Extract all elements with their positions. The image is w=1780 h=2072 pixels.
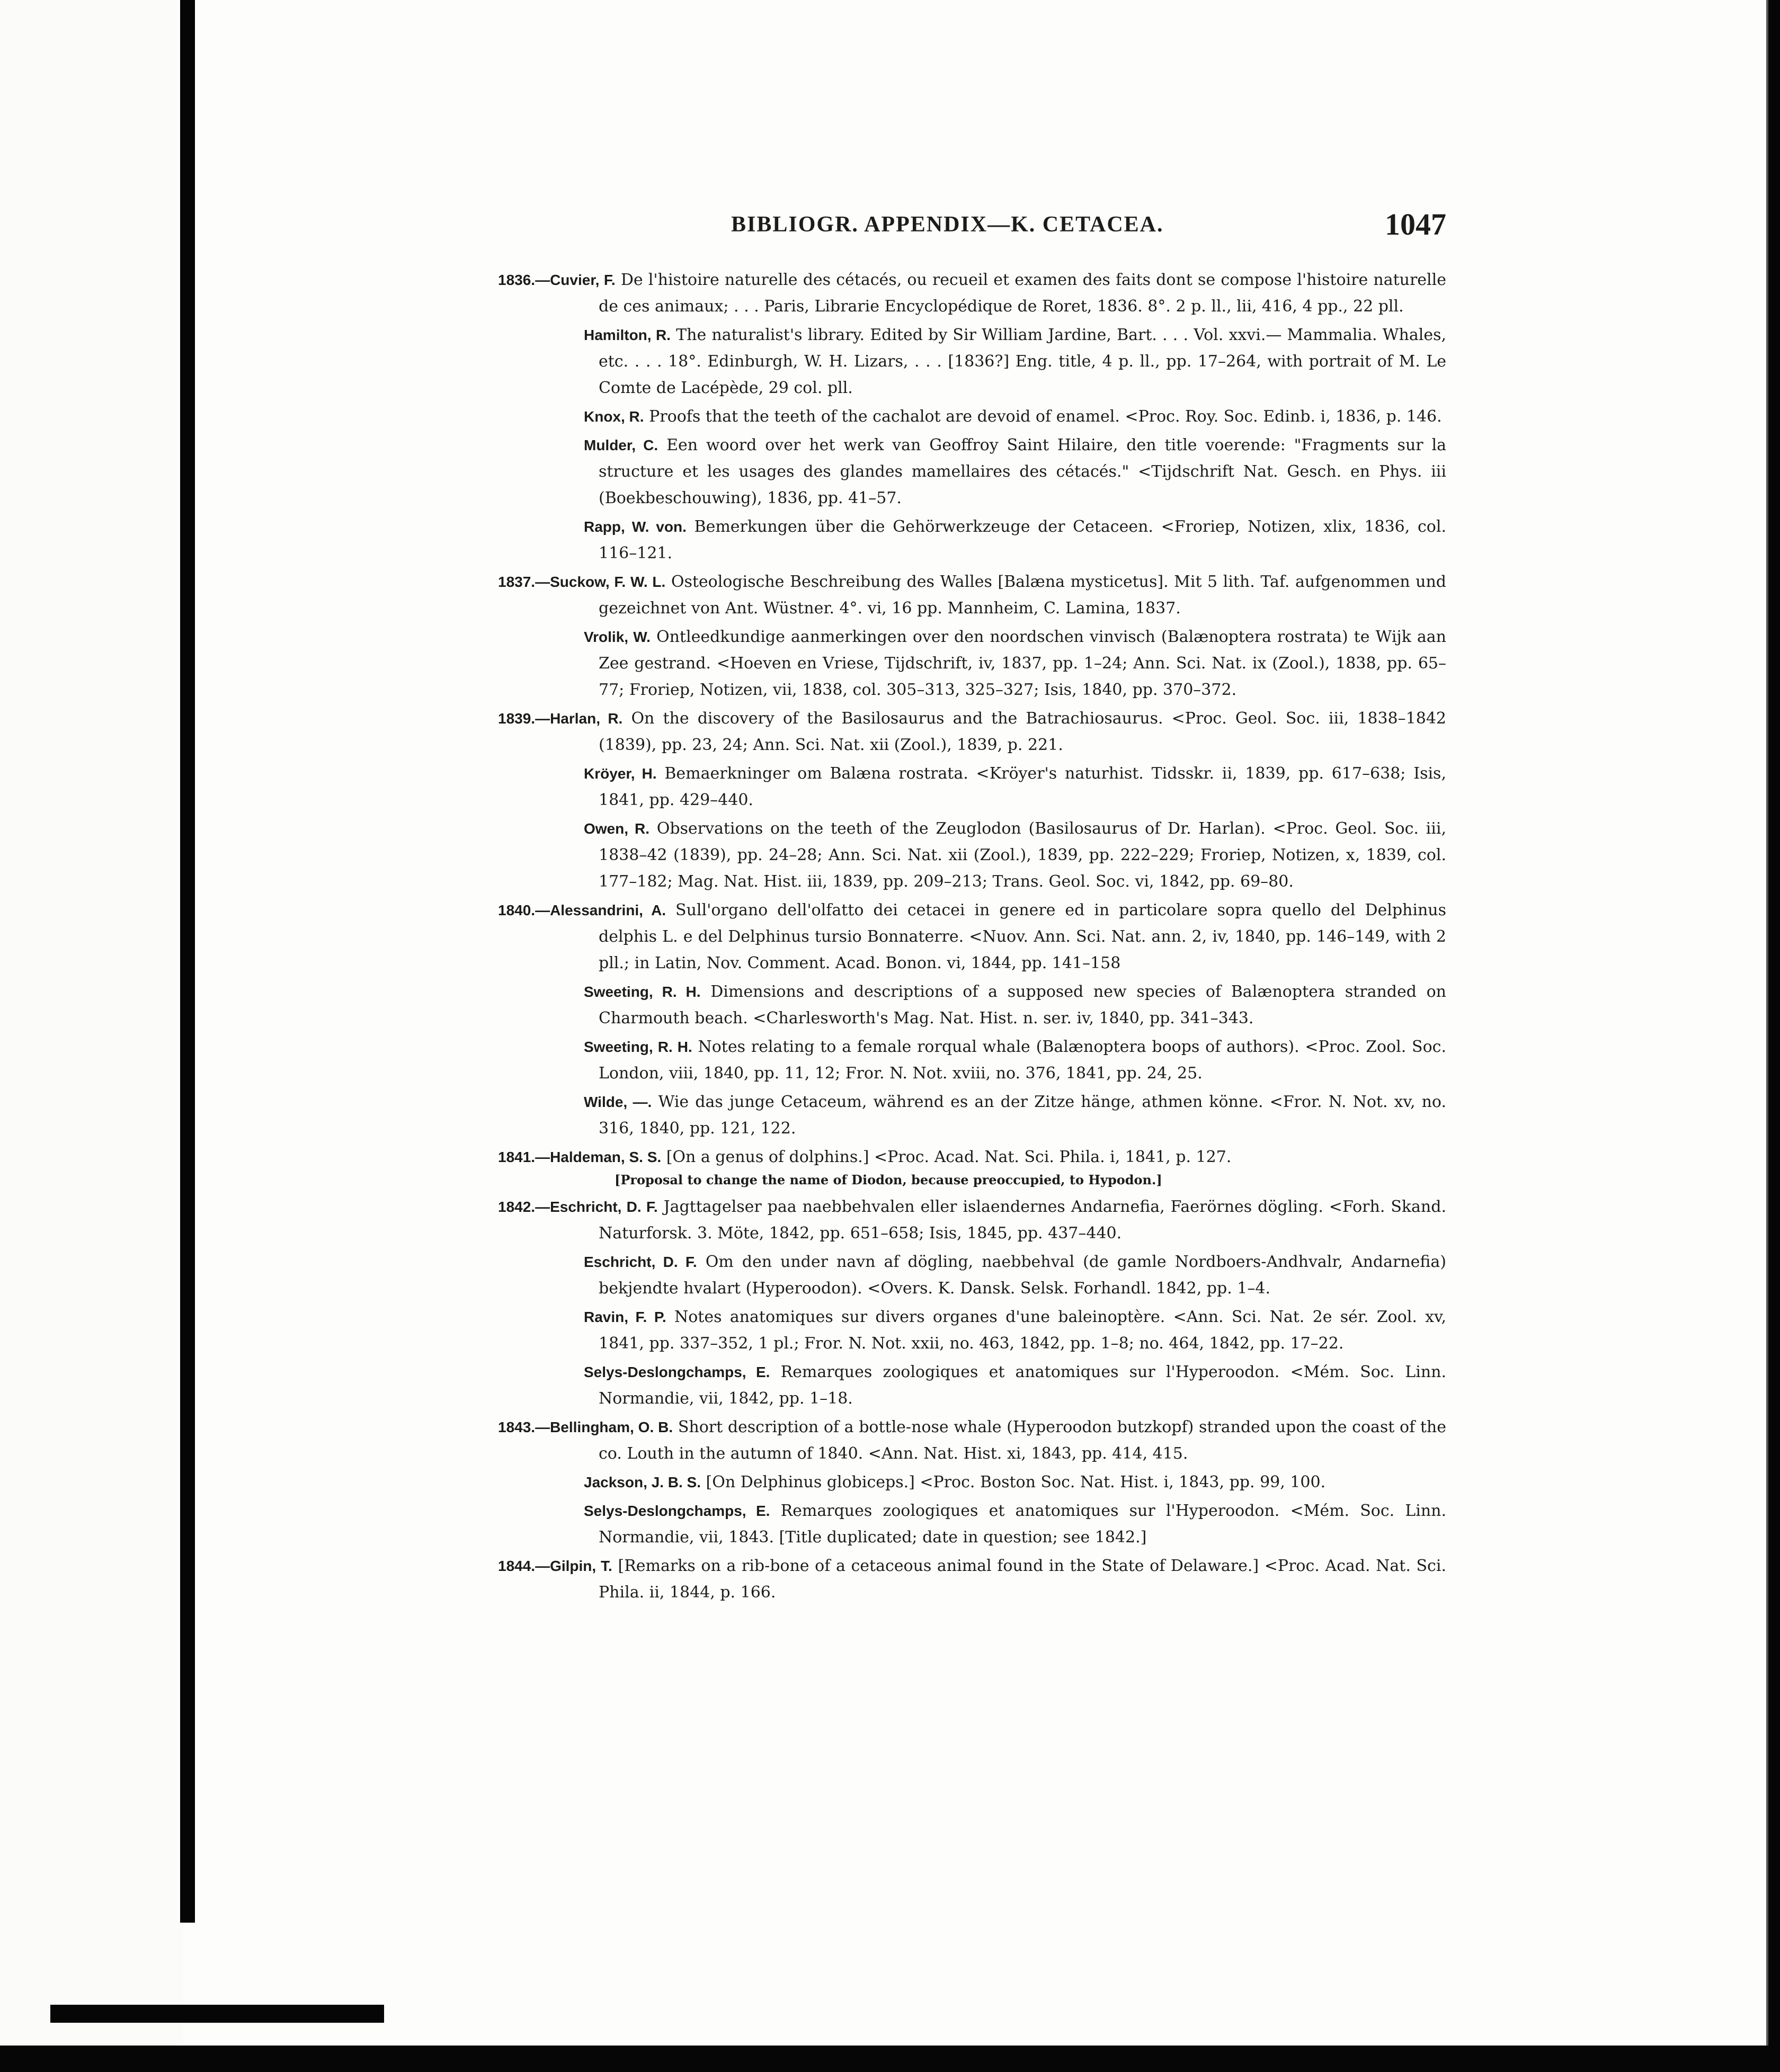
entry-author: Alessandrini, A. — [550, 902, 666, 918]
entry-author: Owen, R. — [584, 820, 649, 837]
bibliography-entry — [498, 432, 1446, 512]
entry-author: Eschricht, D. F. — [584, 1254, 697, 1270]
entry-author: Hamilton, R. — [584, 327, 671, 343]
scan-border-right-inner — [1766, 0, 1768, 2046]
entry-author: Selys-Deslongchamps, E. — [584, 1364, 770, 1380]
bibliography-entry — [498, 1498, 1446, 1551]
entry-author: Sweeting, R. H. — [584, 984, 701, 1000]
entry-year: 1836.— — [498, 272, 550, 288]
bibliography-entry — [498, 514, 1446, 567]
bibliography-entry — [498, 267, 1446, 320]
entry-text: [Remarks on a rib-bone of a cetaceous animal found in the State of Delaware.] <Proc. Acad. Nat. Sci. Phila. ii, 1844, p. 166. — [599, 1557, 1446, 1602]
bibliography-entry — [498, 1359, 1446, 1412]
bibliography-entry — [498, 1089, 1446, 1142]
entry-text: Sull'organo dell'olfatto dei cetacei in genere ed in particolare sopra quello del Delphinus delphis L. e del Delphinus tursio Bonnaterre. <Nuov. Ann. Sci. Nat. ann. 2, iv, 1840, pp. 146–149, with 2 pll.; in Latin, Nov. Comment. Acad. Bonon. vi, 1844, pp. 141–158 — [599, 901, 1446, 972]
bibliography-entry — [498, 1553, 1446, 1606]
bibliography-entry — [498, 1469, 1446, 1496]
entry-author: Rapp, W. von. — [584, 519, 687, 535]
entry-text: Bemerkungen über die Gehörwerkzeuge der Cetaceen. <Froriep, Notizen, xlix, 1836, col. 116–121. — [599, 517, 1446, 562]
entry-text: De l'histoire naturelle des cétacés, ou recueil et examen des faits dont se compose l'histoire naturelle de ces animaux; . . . Paris, Librarie Encyclopédique de Roret, 1836. 8°. 2 p. ll., lii, 416, 4 pp., 22 pll. — [599, 271, 1446, 316]
bibliography-entry — [498, 1194, 1446, 1247]
entry-text: Notes anatomiques sur divers organes d'une baleinoptère. <Ann. Sci. Nat. 2e sér. Zool. xv, 1841, pp. 337–352, 1 pl.; Fror. N. Not. xxii, no. 463, 1842, pp. 1–8; no. 464, 1842, pp. 17–22. — [599, 1308, 1446, 1353]
bibliography-entry — [498, 761, 1446, 814]
entry-text: Een woord over het werk van Geoffroy Saint Hilaire, den title voerende: "Fragments sur la structure et les usages des glandes mamellaires des cétacés." <Tijdschrift Nat. Gesch. en Phys. iii (Boekbeschouwing), 1836, pp. 41–57. — [599, 436, 1446, 507]
entry-text: Ontleedkundige aanmerkingen over den noordschen vinvisch (Balænoptera rostrata) te Wijk aan Zee gestrand. <Hoeven en Vriese, Tijdschrift, iv, 1837, pp. 1–24; Ann. Sci. Nat. ix (Zool.), 1838, pp. 65–77; Froriep, Notizen, vii, 1838, col. 305–313, 325–327; Isis, 1840, pp. 370–372. — [599, 628, 1446, 699]
entry-author: Kröyer, H. — [584, 765, 657, 782]
bibliography-entry — [498, 404, 1446, 430]
entry-year: 1841.— — [498, 1149, 550, 1165]
entry-text: Remarques zoologiques et anatomiques sur l'Hyperoodon. <Mém. Soc. Linn. Normandie, vii, 1842, pp. 1–18. — [599, 1363, 1446, 1408]
entry-author: Eschricht, D. F. — [550, 1199, 658, 1215]
entry-text: Wie das junge Cetaceum, während es an der Zitze hänge, athmen könne. <Fror. N. Not. xv, no. 316, 1840, pp. 121, 122. — [599, 1093, 1446, 1138]
bibliography-entry — [498, 1144, 1446, 1171]
entry-text: Dimensions and descriptions of a supposed new species of Balænoptera stranded on Charmouth beach. <Charlesworth's Mag. Nat. Hist. n. ser. iv, 1840, pp. 341–343. — [599, 983, 1447, 1028]
entry-author: Knox, R. — [584, 408, 644, 425]
scan-border-bottom — [0, 2046, 1780, 2072]
bibliography-entry — [498, 1304, 1446, 1357]
entry-text: Jagttagelser paa naebbehvalen eller islaendernes Andarnefia, Faerörnes dögling. <Forh. Skand. Naturforsk. 3. Möte, 1842, pp. 651–658; Isis, 1845, pp. 437–440. — [599, 1198, 1446, 1243]
entry-author: Mulder, C. — [584, 437, 658, 453]
entry-text: Osteologische Beschreibung des Walles [Balæna mysticetus]. Mit 5 lith. Taf. aufgenommen und gezeichnet von Ant. Wüstner. 4°. vi, 16 pp. Mannheim, C. Lamina, 1837. — [599, 573, 1446, 618]
bibliography-entry — [498, 897, 1446, 977]
page-header — [498, 201, 1446, 249]
entry-year: 1837.— — [498, 574, 550, 590]
entry-author: Cuvier, F. — [550, 272, 616, 288]
entry-author: Haldeman, S. S. — [550, 1149, 662, 1165]
entry-author: Bellingham, O. B. — [550, 1419, 673, 1435]
entry-text: Observations on the teeth of the Zeuglodon (Basilosaurus of Dr. Harlan). <Proc. Geol. Soc. iii, 1838–42 (1839), pp. 24–28; Ann. Sci. Nat. xii (Zool.), 1839, pp. 222–229; Froriep, Notizen, x, 1839, col. 177–182; Mag. Nat. Hist. iii, 1839, pp. 209–213; Trans. Geol. Soc. vi, 1842, pp. 69–80. — [599, 819, 1446, 891]
entry-author: Selys-Deslongchamps, E. — [584, 1503, 770, 1519]
entry-text: Remarques zoologiques et anatomiques sur l'Hyperoodon. <Mém. Soc. Linn. Normandie, vii, 1843. [Title duplicated; date in question; see 1842.] — [599, 1502, 1446, 1547]
binding-edge — [180, 0, 195, 1923]
page-number: 1047 — [1385, 207, 1446, 242]
entry-year: 1844.— — [498, 1558, 550, 1574]
bibliography-entry — [498, 1034, 1446, 1087]
entry-text: On the discovery of the Basilosaurus and the Batrachiosaurus. <Proc. Geol. Soc. iii, 1838–1842 (1839), pp. 23, 24; Ann. Sci. Nat. xii (Zool.), 1839, p. 221. — [599, 709, 1446, 754]
entry-text: Bemaerkninger om Balæna rostrata. <Kröyer's naturhist. Tidsskr. ii, 1839, pp. 617–638; Isis, 1841, pp. 429–440. — [599, 764, 1446, 809]
entry-year: 1843.— — [498, 1419, 550, 1435]
entry-author: Suckow, F. W. L. — [550, 574, 666, 590]
entry-author: Harlan, R. — [550, 710, 623, 727]
entry-note: [Proposal to change the name of Diodon, because preoccupied, to Hypodon.] — [615, 1172, 1162, 1187]
bibliography-entry — [498, 979, 1446, 1032]
entry-author: Jackson, J. B. S. — [584, 1474, 701, 1490]
bibliography-entry — [498, 1414, 1446, 1467]
bibliography-entry — [498, 569, 1446, 622]
entry-text: Proofs that the teeth of the cachalot are devoid of enamel. <Proc. Roy. Soc. Edinb. i, 1836, p. 146. — [649, 407, 1442, 426]
document-page — [498, 201, 1446, 1608]
bibliography-list — [498, 267, 1446, 1606]
bibliography-entry — [498, 816, 1446, 895]
running-title: BIBLIOGR. APPENDIX—K. CETACEA. — [731, 212, 1164, 237]
bibliography-entry — [498, 322, 1446, 401]
entry-text: [On Delphinus globiceps.] <Proc. Boston Soc. Nat. Hist. i, 1843, pp. 99, 100. — [706, 1473, 1326, 1492]
entry-year: 1839.— — [498, 710, 550, 727]
entry-author: Vrolik, W. — [584, 629, 651, 645]
bibliography-entry — [498, 705, 1446, 758]
bibliography-entry — [498, 1249, 1446, 1302]
entry-text: Notes relating to a female rorqual whale (Balænoptera boops of authors). <Proc. Zool. Soc. London, viii, 1840, pp. 11, 12; Fror. N. Not. xviii, no. 376, 1841, pp. 24, 25. — [599, 1038, 1447, 1083]
entry-author: Sweeting, R. H. — [584, 1039, 692, 1055]
entry-text: [On a genus of dolphins.] <Proc. Acad. Nat. Sci. Phila. i, 1841, p. 127. — [666, 1148, 1232, 1166]
entry-year: 1842.— — [498, 1199, 550, 1215]
entry-author: Wilde, —. — [584, 1094, 652, 1110]
scan-border-right — [1768, 0, 1780, 2046]
entry-text: Short description of a bottle-nose whale (Hyperoodon butzkopf) stranded upon the coast of the co. Louth in the autumn of 1840. <Ann. Nat. Hist. xi, 1843, pp. 414, 415. — [599, 1418, 1446, 1463]
entry-text: The naturalist's library. Edited by Sir William Jardine, Bart. . . . Vol. xxvi.— Mammalia. Whales, etc. . . . 18°. Edinburgh, W. H. Lizars, . . . [1836?] Eng. title, 4 p. ll., pp. 17–264, with portrait of M. Le Comte de Lacépède, 29 col. pll. — [599, 326, 1447, 397]
entry-year: 1840.— — [498, 902, 550, 918]
entry-text: Om den under navn af dögling, naebbehval (de gamle Nordboers-Andhvalr, Andarnefia) bekjendte hvalart (Hyperoodon). <Overs. K. Dansk. Selsk. Forhandl. 1842, pp. 1–4. — [599, 1253, 1447, 1298]
left-margin — [0, 0, 183, 2072]
bibliography-entry — [498, 624, 1446, 703]
scan-bar — [50, 2005, 384, 2023]
entry-author: Gilpin, T. — [550, 1558, 612, 1574]
entry-author: Ravin, F. P. — [584, 1309, 666, 1325]
